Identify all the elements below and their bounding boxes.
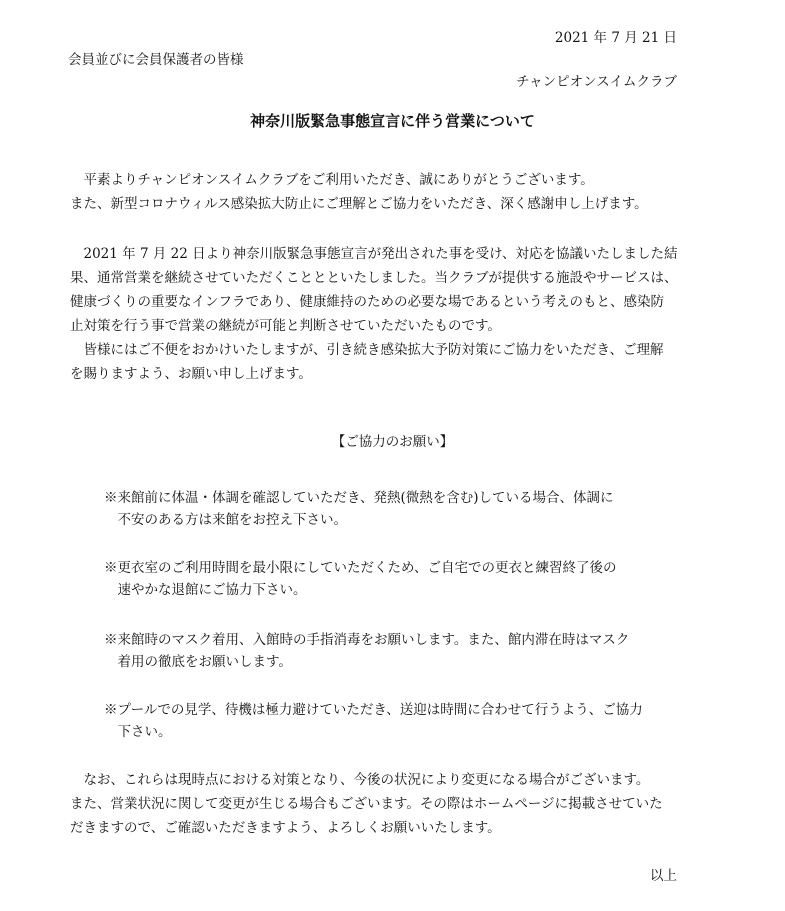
request-item-line: 着用の徹底をお願いします。 [104,654,292,670]
request-item-line: 速やかな退館にご協力下さい。 [104,582,307,598]
request-item-line: 下さい。 [104,724,172,740]
request-item-line: 不安のある方は来館をお控え下さい。 [104,512,347,528]
request-item-line: ※来館前に体温・体調を確認していただき、発熱(微熱を含む)している場合、体調に [104,490,614,506]
request-item-line: ※来館時のマスク着用、入館時の手指消毒をお願いします。また、館内滞在時はマスク [104,632,630,648]
paragraph1-line: また、新型コロナウィルス感染拡大防止にご理解とご協力をいただき、深く感謝申し上げます。 [70,196,648,212]
paragraph2-line: 健康づくりの重要なインフラであり、健康維持のための必要な場であるという考えのもと、感染防 [70,294,664,310]
paragraph1-line: 平素よりチャンピオンスイムクラブをご利用いただき、誠にありがとうございます。 [70,172,594,188]
paragraph2-line: 皆様にはご不便をおかけいたしますが、引き続き感染拡大予防対策にご協力をいただき、ご理解 [70,342,664,358]
addressee: 会員並びに会員保護者の皆様 [68,52,244,68]
paragraph2-line: 止対策を行う事で営業の継続が可能と判断させていただいたものです。 [70,318,501,334]
closing-line: なお、これらは現時点における対策となり、今後の状況により変更になる場合がございます。 [70,772,650,788]
request-item-line: ※更衣室のご利用時間を最小限にしていただくため、ご自宅での更衣と練習終了後の [104,560,617,576]
sender-name: チャンピオンスイムクラブ [516,74,677,90]
document-title: 神奈川版緊急事態宣言に伴う営業について [250,112,535,130]
ending-mark: 以上 [650,868,677,884]
request-item-line: ※プールでの見学、待機は極力避けていただき、送迎は時間に合わせて行うよう、ご協力 [104,702,643,718]
document-date: 2021 年 7 月 21 日 [554,30,677,46]
paragraph2-line: 2021 年 7 月 22 日より神奈川版緊急事態宣言が発出された事を受け、対応を協議いたしました結 [70,246,678,262]
paragraph2-line: 果、通常営業を継続させていただくこととといたしました。当クラブが提供する施設やサービスは、 [70,270,678,286]
request-heading: 【ご協力のお願い】 [331,434,454,450]
closing-line: だきますので、ご確認いただきますよう、よろしくお願いいたします。 [70,820,501,836]
paragraph2-line: を賜りますよう、お願い申し上げます。 [70,366,312,382]
closing-line: また、営業状況に関して変更が生じる場合もございます。その際はホームページに掲載させていた [70,796,663,812]
